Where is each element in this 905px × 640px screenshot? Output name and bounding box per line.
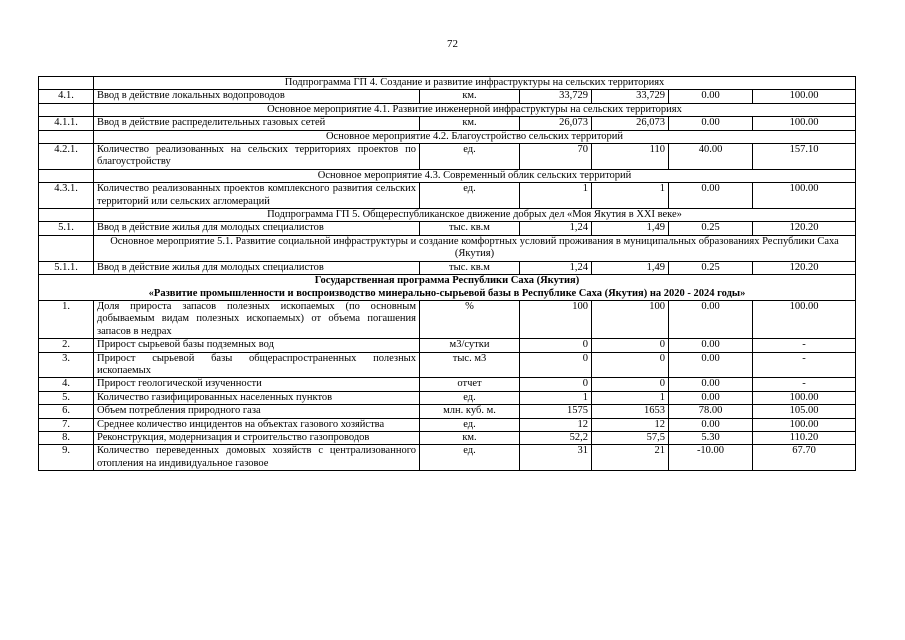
section-empty-cell — [39, 235, 94, 261]
section-empty-cell — [39, 169, 94, 182]
program-title — [39, 275, 856, 301]
indicator-name: Ввод в действие жилья для молодых специалистов — [94, 222, 420, 235]
row-number: 6. — [39, 405, 94, 418]
plan-value: 0 — [520, 352, 592, 378]
fact-value: 0 — [592, 339, 669, 352]
deviation-value: 0.00 — [669, 378, 753, 391]
indicator-name: Доля прироста запасов полезных ископаемых (по основным добываемым видам полезных ископаемых) от объема погашения запасов в недрах — [94, 300, 420, 338]
fact-value: 21 — [592, 445, 669, 471]
percent-value: 110.20 — [753, 431, 856, 444]
percent-value: - — [753, 352, 856, 378]
plan-value: 1 — [520, 391, 592, 404]
deviation-value: 0.00 — [669, 339, 753, 352]
section-empty-cell — [39, 130, 94, 143]
deviation-value: 0.00 — [669, 352, 753, 378]
indicator-row — [39, 352, 856, 378]
indicator-name: Количество реализованных проектов комплексного развития сельских территорий или сельских агломераций — [94, 183, 420, 209]
plan-value: 52,2 — [520, 431, 592, 444]
row-number: 5.1. — [39, 222, 94, 235]
section-title: Основное мероприятие 4.3. Современный облик сельских территорий — [94, 169, 856, 182]
indicator-name: Ввод в действие локальных водопроводов — [94, 90, 420, 103]
plan-value: 1575 — [520, 405, 592, 418]
plan-value: 1 — [520, 183, 592, 209]
row-number: 5. — [39, 391, 94, 404]
fact-value: 0 — [592, 378, 669, 391]
unit-cell: км. — [420, 117, 520, 130]
plan-value: 70 — [520, 144, 592, 170]
row-number: 8. — [39, 431, 94, 444]
percent-value: 100.00 — [753, 117, 856, 130]
indicator-name: Ввод в действие распределительных газовых сетей — [94, 117, 420, 130]
fact-value: 100 — [592, 300, 669, 338]
unit-cell: тыс. м3 — [420, 352, 520, 378]
plan-value: 0 — [520, 339, 592, 352]
percent-value: 100.00 — [753, 183, 856, 209]
indicators-table — [38, 76, 856, 471]
percent-value: 100.00 — [753, 391, 856, 404]
indicator-row — [39, 405, 856, 418]
percent-value: 100.00 — [753, 90, 856, 103]
row-number: 4.1.1. — [39, 117, 94, 130]
indicator-name: Прирост сырьевой базы подземных вод — [94, 339, 420, 352]
fact-value: 26,073 — [592, 117, 669, 130]
plan-value: 1,24 — [520, 222, 592, 235]
indicator-row — [39, 90, 856, 103]
row-number: 4.2.1. — [39, 144, 94, 170]
program-title-line2: «Развитие промышленности и воспроизводство минерально-сырьевой базы в Республике Саха (Якутия) на 2020 - 2024 годы» — [148, 287, 746, 299]
indicator-row — [39, 183, 856, 209]
deviation-value: 0.00 — [669, 117, 753, 130]
section-row — [39, 235, 856, 261]
percent-value: 120.20 — [753, 261, 856, 274]
section-title: Основное мероприятие 5.1. Развитие социальной инфраструктуры и создание комфортных условий проживания в муниципальных образованиях Республики Саха (Якутия) — [94, 235, 856, 261]
unit-cell: тыс. кв.м — [420, 261, 520, 274]
indicator-name: Ввод в действие жилья для молодых специалистов — [94, 261, 420, 274]
page-number: 72 — [447, 38, 458, 50]
plan-value: 1,24 — [520, 261, 592, 274]
row-number: 4.3.1. — [39, 183, 94, 209]
deviation-value: 0.25 — [669, 222, 753, 235]
fact-value: 0 — [592, 352, 669, 378]
deviation-value: 78.00 — [669, 405, 753, 418]
plan-value: 26,073 — [520, 117, 592, 130]
percent-value: 105.00 — [753, 405, 856, 418]
fact-value: 12 — [592, 418, 669, 431]
unit-cell: отчет — [420, 378, 520, 391]
indicator-name: Реконструкция, модернизация и строительство газопроводов — [94, 431, 420, 444]
section-title: Подпрограмма ГП 5. Общереспубликанское движение добрых дел «Моя Якутия в XXI веке» — [94, 209, 856, 222]
section-empty-cell — [39, 209, 94, 222]
percent-value: - — [753, 378, 856, 391]
program-title-line1: Государственная программа Республики Саха (Якутия) — [314, 275, 580, 287]
fact-value: 1653 — [592, 405, 669, 418]
indicator-name: Количество реализованных на сельских территориях проектов по благоустройству — [94, 144, 420, 170]
indicator-row — [39, 300, 856, 338]
indicator-row — [39, 431, 856, 444]
section-title: Основное мероприятие 4.2. Благоустройство сельских территорий — [94, 130, 856, 143]
unit-cell: тыс. кв.м — [420, 222, 520, 235]
plan-value: 12 — [520, 418, 592, 431]
section-empty-cell — [39, 77, 94, 90]
indicator-row — [39, 261, 856, 274]
plan-value: 100 — [520, 300, 592, 338]
fact-value: 110 — [592, 144, 669, 170]
indicator-row — [39, 418, 856, 431]
unit-cell: ед. — [420, 418, 520, 431]
fact-value: 1,49 — [592, 261, 669, 274]
indicator-row — [39, 117, 856, 130]
section-row — [39, 209, 856, 222]
section-row — [39, 77, 856, 90]
indicator-row — [39, 391, 856, 404]
row-number: 4.1. — [39, 90, 94, 103]
deviation-value: 0.00 — [669, 183, 753, 209]
indicator-row — [39, 378, 856, 391]
section-row — [39, 169, 856, 182]
indicator-name: Объем потребления природного газа — [94, 405, 420, 418]
indicator-row — [39, 222, 856, 235]
unit-cell: ед. — [420, 144, 520, 170]
percent-value: 120.20 — [753, 222, 856, 235]
unit-cell: ед. — [420, 445, 520, 471]
percent-value: 100.00 — [753, 300, 856, 338]
row-number: 7. — [39, 418, 94, 431]
plan-value: 33,729 — [520, 90, 592, 103]
program-header-row — [39, 275, 856, 301]
section-title: Подпрограмма ГП 4. Создание и развитие инфраструктуры на сельских территориях — [94, 77, 856, 90]
fact-value: 33,729 — [592, 90, 669, 103]
row-number: 2. — [39, 339, 94, 352]
indicator-name: Количество переведенных домовых хозяйств с централизованного отопления на индивидуальное газовое — [94, 445, 420, 471]
indicator-name: Количество газифицированных населенных пунктов — [94, 391, 420, 404]
percent-value: 100.00 — [753, 418, 856, 431]
unit-cell: км. — [420, 90, 520, 103]
indicator-name: Прирост геологической изученности — [94, 378, 420, 391]
deviation-value: 40.00 — [669, 144, 753, 170]
fact-value: 1 — [592, 183, 669, 209]
deviation-value: 5.30 — [669, 431, 753, 444]
indicator-row — [39, 445, 856, 471]
fact-value: 57,5 — [592, 431, 669, 444]
unit-cell: км. — [420, 431, 520, 444]
section-row — [39, 130, 856, 143]
indicator-row — [39, 339, 856, 352]
deviation-value: 0.25 — [669, 261, 753, 274]
unit-cell: ед. — [420, 183, 520, 209]
percent-value: 67.70 — [753, 445, 856, 471]
fact-value: 1,49 — [592, 222, 669, 235]
section-row — [39, 103, 856, 116]
plan-value: 0 — [520, 378, 592, 391]
unit-cell: % — [420, 300, 520, 338]
row-number: 3. — [39, 352, 94, 378]
percent-value: 157.10 — [753, 144, 856, 170]
row-number: 5.1.1. — [39, 261, 94, 274]
section-empty-cell — [39, 103, 94, 116]
indicator-name: Прирост сырьевой базы общераспространенных полезных ископаемых — [94, 352, 420, 378]
deviation-value: 0.00 — [669, 300, 753, 338]
percent-value: - — [753, 339, 856, 352]
deviation-value: -10.00 — [669, 445, 753, 471]
row-number: 1. — [39, 300, 94, 338]
unit-cell: м3/сутки — [420, 339, 520, 352]
indicator-name: Среднее количество инцидентов на объектах газового хозяйства — [94, 418, 420, 431]
fact-value: 1 — [592, 391, 669, 404]
deviation-value: 0.00 — [669, 90, 753, 103]
row-number: 9. — [39, 445, 94, 471]
section-title: Основное мероприятие 4.1. Развитие инженерной инфраструктуры на сельских территориях — [94, 103, 856, 116]
unit-cell: ед. — [420, 391, 520, 404]
row-number: 4. — [39, 378, 94, 391]
deviation-value: 0.00 — [669, 391, 753, 404]
indicator-row — [39, 144, 856, 170]
plan-value: 31 — [520, 445, 592, 471]
deviation-value: 0.00 — [669, 418, 753, 431]
unit-cell: млн. куб. м. — [420, 405, 520, 418]
